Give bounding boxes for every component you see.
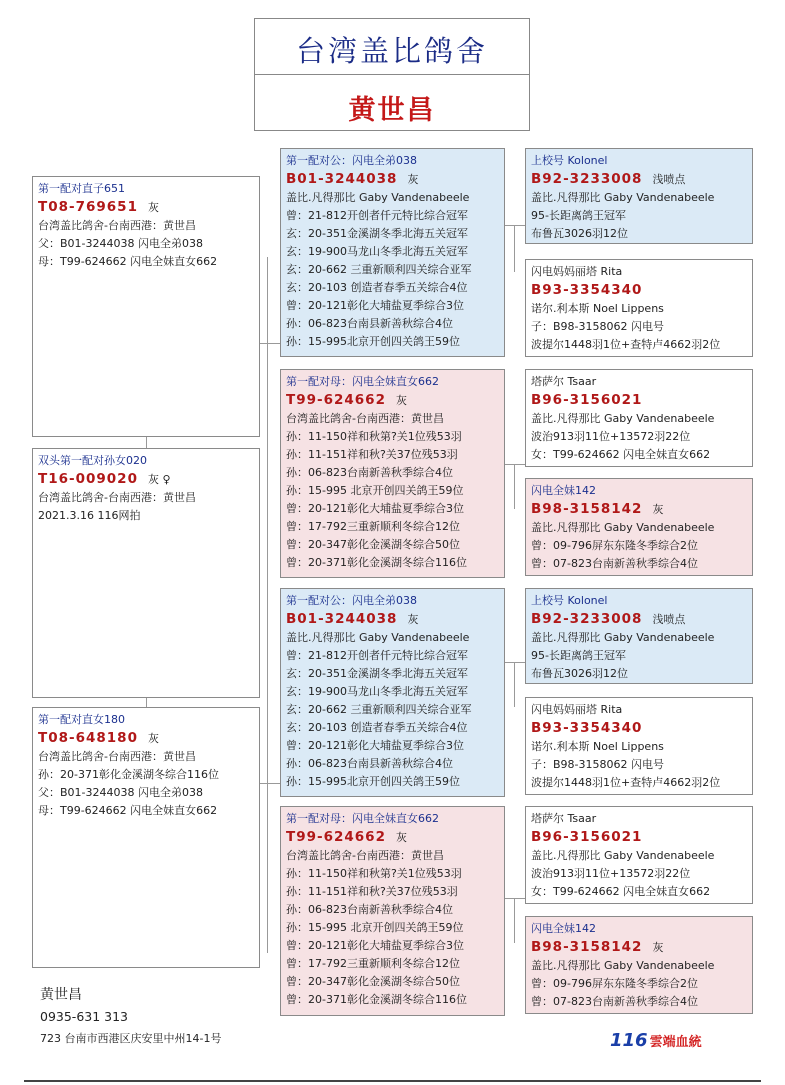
logo-text: 雲端血統 [649, 1035, 702, 1050]
pedigree-card-dam-dam [280, 806, 505, 1016]
color-label: 灰 [407, 173, 419, 186]
connector [514, 898, 515, 943]
card-text-line: 台湾盖比鸽舍-台南西港：黄世昌 [286, 412, 444, 425]
ring-number: T16-009020 [38, 471, 138, 487]
card-text-line: 孙：06-823台南县新善秋综合4位 [286, 757, 453, 770]
bottom-rule [24, 1080, 761, 1082]
color-label: 灰 ♀ [147, 473, 171, 486]
card-text-line: 孙：06-823台南县新善秋综合4位 [286, 317, 453, 330]
ring-number-line [531, 500, 747, 519]
card-text-line: 波提尔1448羽1位+查特卢4662羽2位 [531, 776, 721, 789]
card-text-line: 孙：06-823台南新善秋季综合4位 [286, 466, 453, 479]
card-heading: 上校号 Kolonel [531, 154, 608, 167]
connector [146, 437, 147, 448]
card-text-line: 孙：06-823台南新善秋季综合4位 [286, 903, 453, 916]
card-text-line: 孙：11-150祥和秋第?关1位残53羽 [286, 867, 462, 880]
card-text-line: 塔萨尔 Tsaar [531, 812, 597, 825]
pedigree-card-dam-sire [280, 588, 505, 797]
ring-number: T08-648180 [38, 730, 138, 746]
card-text-line: 波治913羽11位+13572羽22位 [531, 867, 691, 880]
connector [514, 464, 515, 509]
card-text-line: 曾：20-121彰化大埔盐夏季综合3位 [286, 502, 464, 515]
card-text-line: 曾：20-347彰化金溪湖冬综合50位 [286, 975, 460, 988]
connector [260, 783, 280, 784]
card-text-line: 曾：09-796屏东东隆冬季综合2位 [531, 539, 698, 552]
card-text-line: 孙：11-150祥和秋第?关1位残53羽 [286, 430, 462, 443]
card-text-line: 曾：20-347彰化金溪湖冬综合50位 [286, 538, 460, 551]
ring-number-line [38, 198, 254, 217]
ring-number-line [531, 719, 747, 738]
card-text-line: 闪电妈妈丽塔 Rita [531, 703, 623, 716]
card-text-line: 曾：20-121彰化大埔盐夏季综合3位 [286, 299, 464, 312]
card-text-line: 曾：20-121彰化大埔盐夏季综合3位 [286, 739, 464, 752]
card-text-line: 诺尔.利本斯 Noel Lippens [531, 740, 664, 753]
card-text-line: 95-长距离鸽王冠军 [531, 649, 626, 662]
ring-number: B01-3244038 [286, 171, 398, 187]
card-text-line: 曾：09-796屏东东隆冬季综合2位 [531, 977, 698, 990]
connector [505, 662, 525, 663]
color-label: 灰 [652, 941, 664, 954]
connector [267, 257, 268, 953]
card-text-line: 玄：20-351金溪湖冬季北海五关冠军 [286, 667, 468, 680]
card-text-line: 母：T99-624662 闪电全妹直女662 [38, 255, 218, 268]
connector [514, 662, 515, 707]
pedigree-card-sire-dam-sire [525, 369, 753, 467]
color-label: 灰 [147, 732, 159, 745]
card-text-line: 玄：20-662 三重新顺利四关综合亚军 [286, 703, 472, 716]
ring-number-line [286, 610, 499, 629]
card-text-line: 台湾盖比鸽舍-台南西港：黄世昌 [38, 750, 196, 763]
card-text-line: 玄：20-103 创造者春季五关综合4位 [286, 281, 468, 294]
ring-number: B93-3354340 [531, 282, 643, 298]
card-text-line: 父：B01-3244038 闪电全弟038 [38, 786, 203, 799]
ring-number: B96-3156021 [531, 392, 643, 408]
contact-block [40, 984, 221, 1050]
connector [146, 698, 147, 707]
card-text-line: 布鲁瓦3026羽12位 [531, 667, 628, 680]
ring-number-line [286, 391, 499, 410]
color-label: 灰 [395, 394, 407, 407]
card-text-line: 父：B01-3244038 闪电全弟038 [38, 237, 203, 250]
card-text-line: 曾：21-812开创者仟元特比综合冠军 [286, 209, 468, 222]
card-text-line: 孙：11-151祥和秋?关37位残53羽 [286, 448, 458, 461]
color-label: 浅喷点 [652, 173, 686, 186]
card-text-line: 子：B98-3158062 闪电号 [531, 758, 664, 771]
card-text-line: 曾：21-812开创者仟元特比综合冠军 [286, 649, 468, 662]
ring-number: B92-3233008 [531, 611, 643, 627]
connector [505, 898, 525, 899]
pedigree-card-dam-sire-sire [525, 588, 753, 684]
ring-number-line [531, 938, 747, 957]
pedigree-card-dam-dam-sire [525, 806, 753, 904]
color-label: 灰 [407, 613, 419, 626]
card-text-line: 曾：17-792三重新顺利冬综合12位 [286, 520, 460, 533]
header-divider [255, 74, 529, 75]
color-label: 浅喷点 [652, 613, 686, 626]
card-text-line: 母：T99-624662 闪电全妹直女662 [38, 804, 218, 817]
card-heading: 第一配对母：闪电全妹直女662 [286, 812, 439, 825]
card-heading: 闪电全妹142 [531, 922, 596, 935]
ring-number-line [531, 828, 747, 847]
card-text-line: 孙：15-995北京开创四关鸽王59位 [286, 335, 460, 348]
ring-number: B98-3158142 [531, 501, 643, 517]
card-text-line: 玄：19-900马龙山冬季北海五关冠军 [286, 245, 468, 258]
card-text-line: 玄：20-103 创造者春季五关综合4位 [286, 721, 468, 734]
card-heading: 第一配对公：闪电全弟038 [286, 154, 417, 167]
pedigree-card-sire-sire-dam [525, 259, 753, 357]
card-text-line: 盖比.凡得那比 Gaby Vandenabeele [286, 631, 470, 644]
card-text-line: 2021.3.16 116网拍 [38, 509, 141, 522]
contact-address: 723 台南市西港区庆安里中州14-1号 [40, 1032, 222, 1045]
connector [505, 225, 525, 226]
card-heading: 第一配对直子651 [38, 182, 125, 195]
card-text-line: 曾：20-371彰化金溪湖冬综合116位 [286, 993, 467, 1006]
card-text-line: 盖比.凡得那比 Gaby Vandenabeele [286, 191, 470, 204]
card-text-line: 盖比.凡得那比 Gaby Vandenabeele [531, 521, 715, 534]
card-text-line: 孙：15-995 北京开创四关鸽王59位 [286, 484, 464, 497]
card-text-line: 布鲁瓦3026羽12位 [531, 227, 628, 240]
ring-number-line [531, 610, 747, 629]
card-text-line: 孙：11-151祥和秋?关37位残53羽 [286, 885, 458, 898]
card-text-line: 孙：20-371彰化金溪湖冬综合116位 [38, 768, 219, 781]
card-text-line: 女：T99-624662 闪电全妹直女662 [531, 885, 711, 898]
card-text-line: 曾：20-121彰化大埔盐夏季综合3位 [286, 939, 464, 952]
ring-number-line [531, 170, 747, 189]
connector [505, 464, 525, 465]
pedigree-card-dam [32, 707, 260, 968]
card-heading: 上校号 Kolonel [531, 594, 608, 607]
pedigree-card-dam-dam-dam [525, 916, 753, 1014]
card-text-line: 曾：07-823台南新善秋季综合4位 [531, 995, 698, 1008]
ring-number: B96-3156021 [531, 829, 643, 845]
card-text-line: 曾：17-792三重新顺利冬综合12位 [286, 957, 460, 970]
card-text-line: 诺尔.利本斯 Noel Lippens [531, 302, 664, 315]
card-text-line: 盖比.凡得那比 Gaby Vandenabeele [531, 959, 715, 972]
color-label: 灰 [147, 201, 159, 214]
card-heading: 第一配对公：闪电全弟038 [286, 594, 417, 607]
card-text-line: 孙：15-995北京开创四关鸽王59位 [286, 775, 460, 788]
ring-number-line [38, 729, 254, 748]
connector [260, 343, 280, 344]
card-text-line: 曾：07-823台南新善秋季综合4位 [531, 557, 698, 570]
logo-number: 116 [610, 1030, 648, 1051]
card-text-line: 孙：15-995 北京开创四关鸽王59位 [286, 921, 464, 934]
card-text-line: 塔萨尔 Tsaar [531, 375, 597, 388]
card-text-line: 台湾盖比鸽舍-台南西港：黄世昌 [38, 219, 196, 232]
card-text-line: 子：B98-3158062 闪电号 [531, 320, 664, 333]
ring-number-line [286, 170, 499, 189]
pedigree-card-dam-sire-dam [525, 697, 753, 795]
owner-name: 黄世昌 [348, 95, 436, 126]
card-text-line: 盖比.凡得那比 Gaby Vandenabeele [531, 191, 715, 204]
card-text-line: 玄：19-900马龙山冬季北海五关冠军 [286, 685, 468, 698]
ring-number: T99-624662 [286, 829, 386, 845]
connector [514, 225, 515, 272]
ring-number: T08-769651 [38, 199, 138, 215]
ring-number-line [286, 828, 499, 847]
contact-phone: 0935-631 313 [40, 1009, 129, 1024]
pedigree-card-sire [32, 176, 260, 437]
card-text-line: 盖比.凡得那比 Gaby Vandenabeele [531, 849, 715, 862]
card-heading: 第一配对直女180 [38, 713, 125, 726]
card-text-line: 盖比.凡得那比 Gaby Vandenabeele [531, 631, 715, 644]
ring-number-line [531, 281, 747, 300]
card-text-line: 盖比.凡得那比 Gaby Vandenabeele [531, 412, 715, 425]
header-box [254, 18, 530, 131]
contact-name: 黄世昌 [40, 987, 82, 1003]
card-heading: 双头第一配对孙女020 [38, 454, 147, 467]
card-text-line: 台湾盖比鸽舍-台南西港：黄世昌 [286, 849, 444, 862]
ring-number-line [38, 470, 254, 489]
loft-name: 台湾盖比鸽舍 [295, 34, 488, 68]
ring-number: B01-3244038 [286, 611, 398, 627]
color-label: 灰 [395, 831, 407, 844]
ring-number: B93-3354340 [531, 720, 643, 736]
site-logo [610, 1030, 702, 1051]
ring-number: B98-3158142 [531, 939, 643, 955]
card-text-line: 玄：20-662 三重新顺利四关综合亚军 [286, 263, 472, 276]
card-text-line: 女：T99-624662 闪电全妹直女662 [531, 448, 711, 461]
card-heading: 闪电全妹142 [531, 484, 596, 497]
card-text-line: 曾：20-371彰化金溪湖冬综合116位 [286, 556, 467, 569]
card-text-line: 玄：20-351金溪湖冬季北海五关冠军 [286, 227, 468, 240]
pedigree-card-sire-sire [280, 148, 505, 357]
pedigree-card-sire-dam-dam [525, 478, 753, 576]
card-heading: 第一配对母：闪电全妹直女662 [286, 375, 439, 388]
card-text-line: 95-长距离鸽王冠军 [531, 209, 626, 222]
card-text-line: 波提尔1448羽1位+查特卢4662羽2位 [531, 338, 721, 351]
card-text-line: 闪电妈妈丽塔 Rita [531, 265, 623, 278]
ring-number: B92-3233008 [531, 171, 643, 187]
color-label: 灰 [652, 503, 664, 516]
card-text-line: 波治913羽11位+13572羽22位 [531, 430, 691, 443]
ring-number: T99-624662 [286, 392, 386, 408]
card-text-line: 台湾盖比鸽舍-台南西港：黄世昌 [38, 491, 196, 504]
pedigree-card-subject [32, 448, 260, 698]
ring-number-line [531, 391, 747, 410]
pedigree-card-sire-dam [280, 369, 505, 578]
pedigree-card-sire-sire-sire [525, 148, 753, 244]
